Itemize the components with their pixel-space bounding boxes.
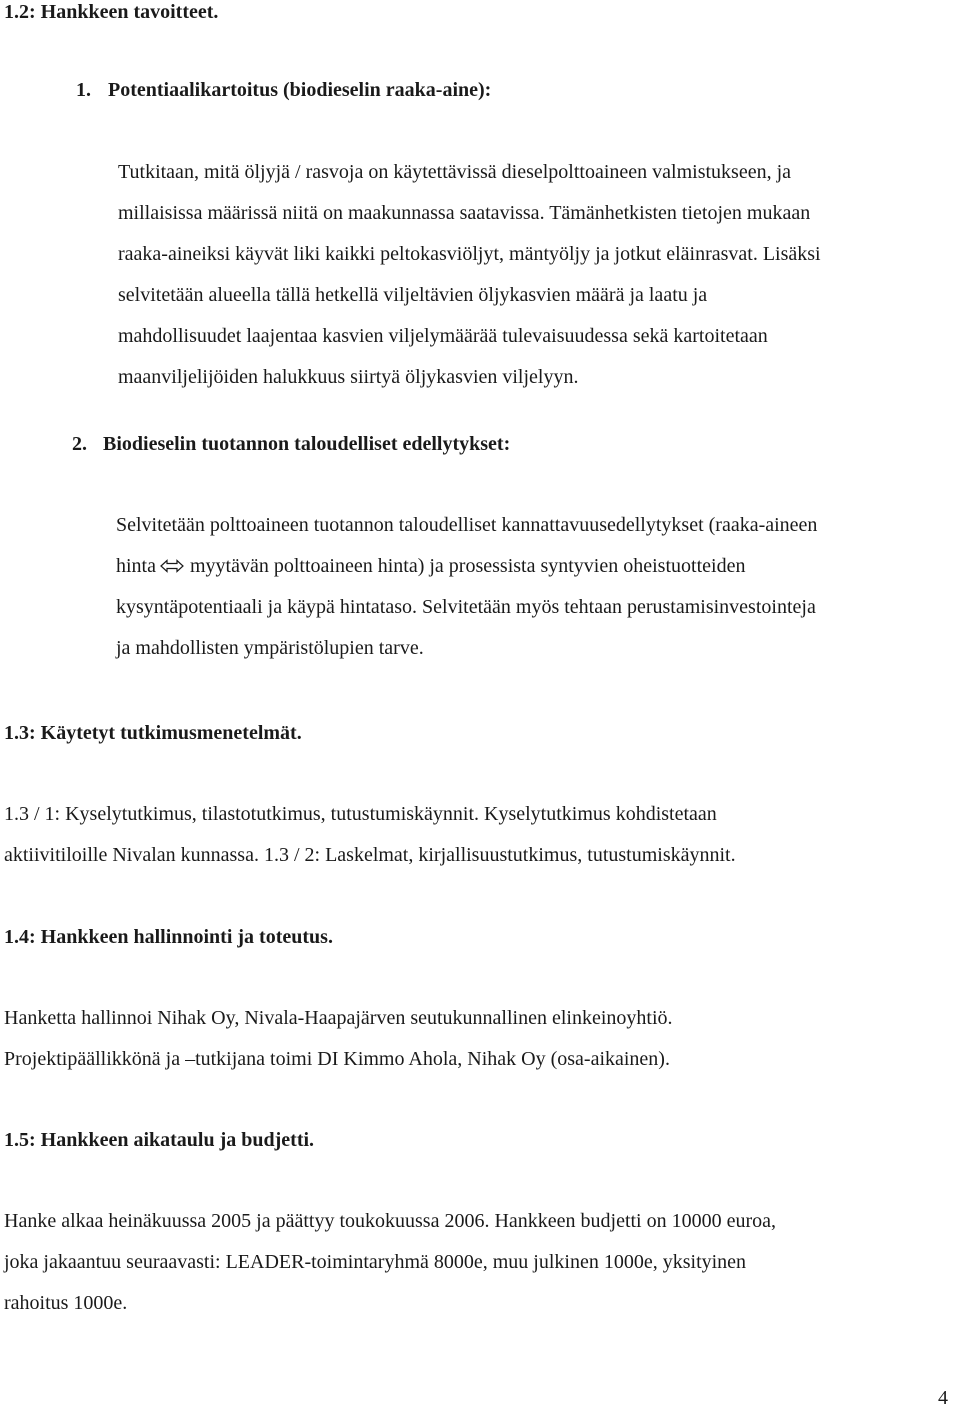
item-1-line: millaisissa määrissä niitä on maakunnassa saatavissa. Tämänhetkisten tietojen mukaan	[118, 202, 811, 224]
section-1-2-heading: 1.2: Hankkeen tavoitteet.	[4, 1, 219, 23]
item-2-line: Selvitetään polttoaineen tuotannon taloudelliset kannattavuusedellytykset (raaka-aineen	[116, 514, 818, 536]
item-1-line: maanviljelijöiden halukkuus siirtyä öljykasvien viljelyyn.	[118, 366, 579, 388]
section-1-3-heading: 1.3: Käytetyt tutkimusmenetelmät.	[4, 722, 302, 744]
section-1-4-line: Projektipäällikkönä ja –tutkijana toimi DI Kimmo Ahola, Nihak Oy (osa-aikainen).	[4, 1048, 670, 1070]
item-2-line: ja mahdollisten ympäristölupien tarve.	[116, 637, 424, 659]
item-2-line-with-arrow	[116, 554, 745, 578]
item-1-line: raaka-aineiksi käyvät liki kaikki peltokasviöljyt, mäntyöljy ja jotkut eläinrasvat. Lisäksi	[118, 243, 821, 265]
item-1-title: Potentiaalikartoitus (biodieselin raaka-aine):	[108, 79, 492, 101]
item-2-line-prefix: hinta	[116, 555, 156, 577]
section-1-3-line: 1.3 / 1: Kyselytutkimus, tilastotutkimus, tutustumiskäynnit. Kyselytutkimus kohdistetaan	[4, 803, 717, 825]
item-1-line: Tutkitaan, mitä öljyjä / rasvoja on käytettävissä dieselpolttoaineen valmistukseen, ja	[118, 161, 792, 183]
left-right-arrow-icon	[160, 555, 184, 569]
section-1-3-line: aktiivitiloille Nivalan kunnassa. 1.3 / 2: Laskelmat, kirjallisuustutkimus, tutustumiskäynnit.	[4, 844, 736, 866]
section-1-5-line: rahoitus 1000e.	[4, 1292, 128, 1314]
section-1-5-line: joka jakaantuu seuraavasti: LEADER-toimintaryhmä 8000e, muu julkinen 1000e, yksityinen	[4, 1251, 747, 1273]
item-2-line-rest: myytävän polttoaineen hinta) ja prosessista syntyvien oheistuotteiden	[190, 555, 746, 577]
page-number: 4	[938, 1387, 948, 1409]
item-1-number: 1.	[76, 79, 91, 101]
section-1-4-heading: 1.4: Hankkeen hallinnointi ja toteutus.	[4, 926, 333, 948]
item-2-number: 2.	[72, 433, 87, 455]
item-1-line: mahdollisuudet laajentaa kasvien viljelymäärää tulevaisuudessa sekä kartoitetaan	[118, 325, 768, 347]
item-2-title: Biodieselin tuotannon taloudelliset edellytykset:	[103, 433, 511, 455]
section-1-5-line: Hanke alkaa heinäkuussa 2005 ja päättyy toukokuussa 2006. Hankkeen budjetti on 10000 euroa,	[4, 1210, 777, 1232]
item-1-line: selvitetään alueella tällä hetkellä viljeltävien öljykasvien määrä ja laatu ja	[118, 284, 708, 306]
section-1-5-heading: 1.5: Hankkeen aikataulu ja budjetti.	[4, 1129, 315, 1151]
item-2-line: kysyntäpotentiaali ja käypä hintataso. Selvitetään myös tehtaan perustamisinvestointeja	[116, 596, 816, 618]
section-1-4-line: Hanketta hallinnoi Nihak Oy, Nivala-Haapajärven seutukunnallinen elinkeinoyhtiö.	[4, 1007, 673, 1029]
